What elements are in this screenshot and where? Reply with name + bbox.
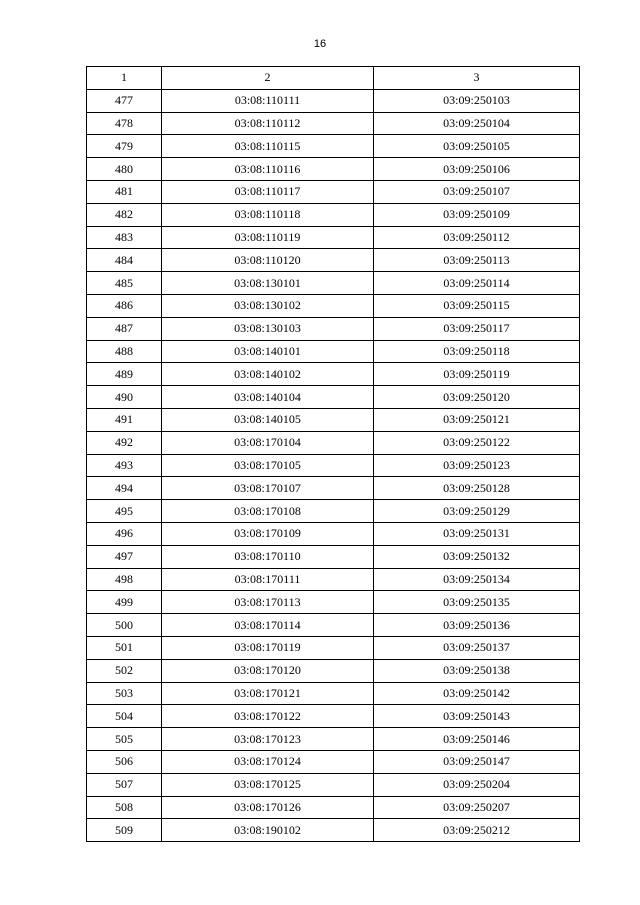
table-cell: 03:08:170123 <box>162 728 374 751</box>
table-cell: 03:08:110112 <box>162 112 374 135</box>
table-cell: 03:08:110116 <box>162 158 374 181</box>
table-cell: 03:08:130102 <box>162 294 374 317</box>
table-cell: 03:08:170120 <box>162 659 374 682</box>
table-cell: 03:09:250107 <box>374 180 580 203</box>
table-cell: 03:09:250132 <box>374 545 580 568</box>
table-cell: 502 <box>87 659 162 682</box>
table-row <box>87 158 580 181</box>
table-cell: 03:08:170124 <box>162 750 374 773</box>
table-cell: 03:09:250137 <box>374 636 580 659</box>
table-cell: 478 <box>87 112 162 135</box>
table-row <box>87 477 580 500</box>
table-row <box>87 728 580 751</box>
table-cell: 03:08:170107 <box>162 477 374 500</box>
table-cell: 03:08:170111 <box>162 568 374 591</box>
table-cell: 479 <box>87 135 162 158</box>
table-cell: 03:09:250114 <box>374 272 580 295</box>
table-cell: 03:08:190102 <box>162 819 374 842</box>
table-cell: 03:08:170110 <box>162 545 374 568</box>
table-cell: 03:08:140104 <box>162 386 374 409</box>
table-cell: 03:08:170126 <box>162 796 374 819</box>
table-header-row <box>87 67 580 90</box>
table-cell: 03:09:250118 <box>374 340 580 363</box>
table-cell: 03:09:250134 <box>374 568 580 591</box>
table-cell: 493 <box>87 454 162 477</box>
table-cell: 03:08:170122 <box>162 705 374 728</box>
table-cell: 03:08:170104 <box>162 431 374 454</box>
table-row <box>87 272 580 295</box>
table-row <box>87 112 580 135</box>
table-row <box>87 340 580 363</box>
table-cell: 03:09:250122 <box>374 431 580 454</box>
table-cell: 03:09:250207 <box>374 796 580 819</box>
table-cell: 486 <box>87 294 162 317</box>
table-cell: 03:09:250104 <box>374 112 580 135</box>
table-cell: 482 <box>87 203 162 226</box>
table-row <box>87 363 580 386</box>
table-row <box>87 796 580 819</box>
table-cell: 03:08:110119 <box>162 226 374 249</box>
table-cell: 03:08:140105 <box>162 408 374 431</box>
table-header <box>87 67 580 90</box>
table-cell: 03:09:250105 <box>374 135 580 158</box>
table-row <box>87 180 580 203</box>
table-cell: 491 <box>87 408 162 431</box>
table-cell: 496 <box>87 522 162 545</box>
table-cell: 03:09:250106 <box>374 158 580 181</box>
table-cell: 03:08:110120 <box>162 249 374 272</box>
table-row <box>87 682 580 705</box>
table-cell: 488 <box>87 340 162 363</box>
table-cell: 03:08:140101 <box>162 340 374 363</box>
table-cell: 489 <box>87 363 162 386</box>
table-cell: 504 <box>87 705 162 728</box>
table-cell: 03:09:250129 <box>374 500 580 523</box>
table-cell: 03:09:250131 <box>374 522 580 545</box>
table-row <box>87 454 580 477</box>
table-cell: 03:09:250136 <box>374 614 580 637</box>
table-body <box>87 89 580 841</box>
table-cell: 03:08:130101 <box>162 272 374 295</box>
table-row <box>87 203 580 226</box>
table-cell: 507 <box>87 773 162 796</box>
table-cell: 03:09:250120 <box>374 386 580 409</box>
table-cell: 03:09:250109 <box>374 203 580 226</box>
table-row <box>87 659 580 682</box>
table-cell: 03:09:250103 <box>374 89 580 112</box>
table-cell: 497 <box>87 545 162 568</box>
table-cell: 500 <box>87 614 162 637</box>
table-cell: 03:08:140102 <box>162 363 374 386</box>
table-cell: 03:09:250112 <box>374 226 580 249</box>
table-cell: 481 <box>87 180 162 203</box>
table-row <box>87 226 580 249</box>
table-cell: 480 <box>87 158 162 181</box>
table-cell: 03:09:250121 <box>374 408 580 431</box>
table-cell: 506 <box>87 750 162 773</box>
table-cell: 03:08:130103 <box>162 317 374 340</box>
table-row <box>87 135 580 158</box>
table-row <box>87 568 580 591</box>
table-cell: 508 <box>87 796 162 819</box>
column-header: 2 <box>162 67 374 90</box>
table-cell: 490 <box>87 386 162 409</box>
table-cell: 03:08:110111 <box>162 89 374 112</box>
table-row <box>87 294 580 317</box>
table-row <box>87 522 580 545</box>
table-row <box>87 431 580 454</box>
table-cell: 03:08:170108 <box>162 500 374 523</box>
table-cell: 487 <box>87 317 162 340</box>
table-row <box>87 750 580 773</box>
table-cell: 03:08:170125 <box>162 773 374 796</box>
table-row <box>87 386 580 409</box>
table-cell: 03:08:170109 <box>162 522 374 545</box>
table-row <box>87 545 580 568</box>
table-cell: 505 <box>87 728 162 751</box>
table-row <box>87 819 580 842</box>
table-row <box>87 636 580 659</box>
table-cell: 501 <box>87 636 162 659</box>
table-cell: 03:09:250123 <box>374 454 580 477</box>
table-cell: 483 <box>87 226 162 249</box>
table-row <box>87 591 580 614</box>
table-cell: 03:09:250117 <box>374 317 580 340</box>
table-cell: 03:09:250128 <box>374 477 580 500</box>
table-row <box>87 773 580 796</box>
table-cell: 03:08:110118 <box>162 203 374 226</box>
table-cell: 484 <box>87 249 162 272</box>
table-cell: 03:08:170114 <box>162 614 374 637</box>
page-number: 16 <box>313 38 327 50</box>
table-cell: 495 <box>87 500 162 523</box>
data-table <box>86 66 580 842</box>
table-cell: 498 <box>87 568 162 591</box>
table-cell: 03:08:110115 <box>162 135 374 158</box>
table-cell: 503 <box>87 682 162 705</box>
table-cell: 03:09:250212 <box>374 819 580 842</box>
table-row <box>87 408 580 431</box>
table-cell: 03:08:170119 <box>162 636 374 659</box>
table-row <box>87 614 580 637</box>
table-cell: 03:08:170121 <box>162 682 374 705</box>
table-cell: 03:08:110117 <box>162 180 374 203</box>
table-cell: 03:08:170113 <box>162 591 374 614</box>
table-cell: 03:08:170105 <box>162 454 374 477</box>
column-header: 3 <box>374 67 580 90</box>
table-row <box>87 317 580 340</box>
table-cell: 477 <box>87 89 162 112</box>
table-cell: 509 <box>87 819 162 842</box>
table-cell: 03:09:250115 <box>374 294 580 317</box>
table-cell: 03:09:250142 <box>374 682 580 705</box>
table-cell: 03:09:250204 <box>374 773 580 796</box>
table-cell: 494 <box>87 477 162 500</box>
table-cell: 03:09:250113 <box>374 249 580 272</box>
column-header: 1 <box>87 67 162 90</box>
table-cell: 03:09:250143 <box>374 705 580 728</box>
table-row <box>87 89 580 112</box>
table-cell: 03:09:250119 <box>374 363 580 386</box>
table-row <box>87 500 580 523</box>
table-cell: 03:09:250138 <box>374 659 580 682</box>
table-row <box>87 249 580 272</box>
table-cell: 03:09:250147 <box>374 750 580 773</box>
table-cell: 03:09:250146 <box>374 728 580 751</box>
table-cell: 03:09:250135 <box>374 591 580 614</box>
table-row <box>87 705 580 728</box>
table-cell: 499 <box>87 591 162 614</box>
table-cell: 485 <box>87 272 162 295</box>
table-cell: 492 <box>87 431 162 454</box>
